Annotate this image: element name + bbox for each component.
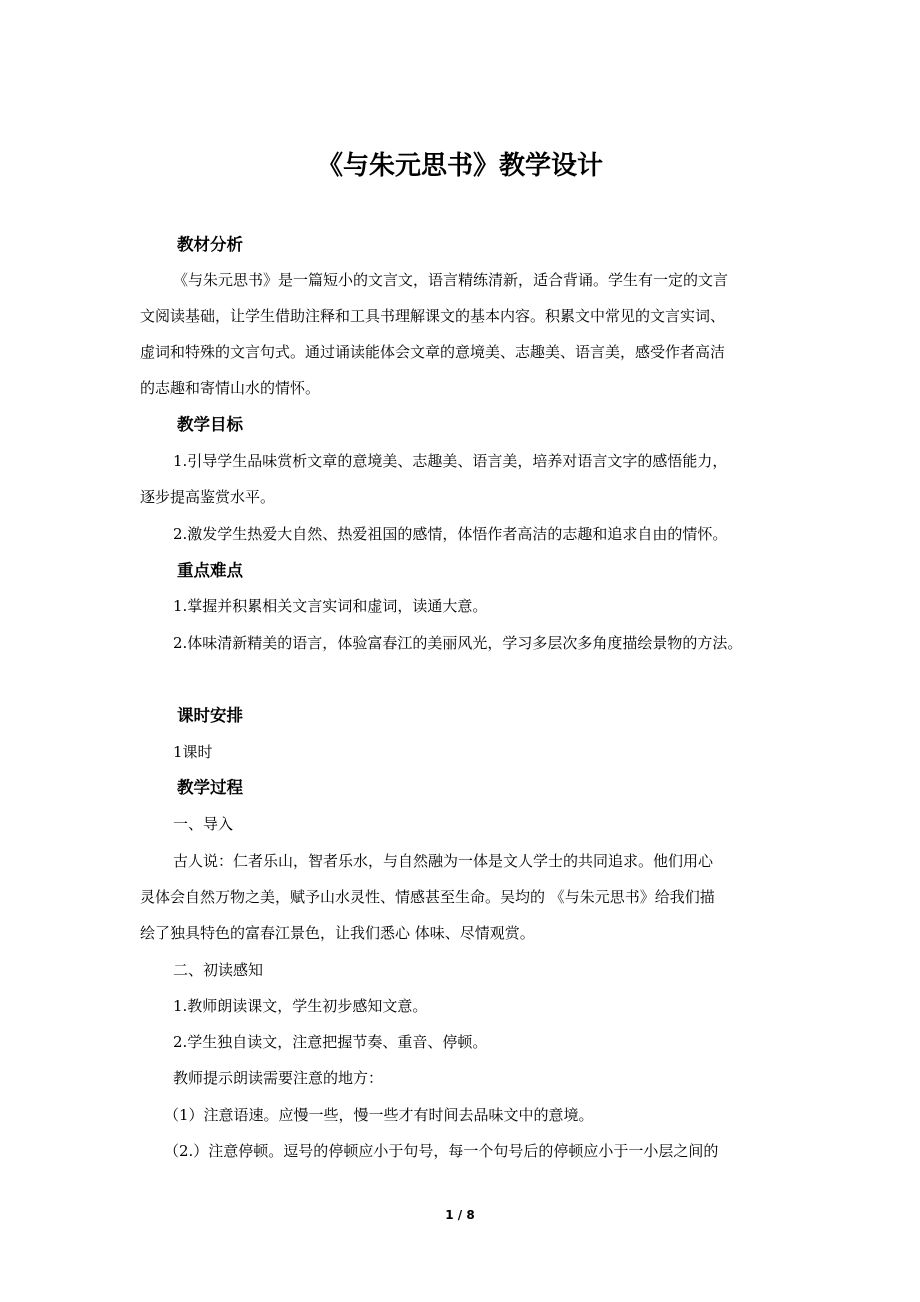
page-number: 1 / 8	[445, 1208, 475, 1222]
heading-process: 教学过程	[177, 778, 243, 797]
analysis-line-2: 文阅读基础，让学生借助注释和工具书理解课文的基本内容。积累文中常见的文言实词、	[140, 307, 726, 325]
process-line-6: 1.教师朗读课文，学生初步感知文意。	[173, 997, 428, 1015]
analysis-line-4: 的志趣和寄情山水的情怀。	[140, 379, 321, 397]
key-points-line-2: 2.体味清新精美的语言，体验富春江的美丽风光，学习多层次多角度描绘景物的方法。	[173, 634, 743, 652]
process-line-4: 绘了独具特色的富春江景色，让我们悉心 体味、尽情观赏。	[140, 924, 535, 942]
goals-line-3: 2.激发学生热爱大自然、热爱祖国的感情，体悟作者高洁的志趣和追求自由的情怀。	[173, 525, 728, 543]
process-line-3: 灵体会自然万物之美，赋予山水灵性、情感甚至生命。吴均的 《与朱元思书》给我们描	[140, 888, 715, 906]
heading-key-points: 重点难点	[177, 561, 243, 580]
process-line-1: 一、导入	[173, 815, 234, 833]
process-line-10: （2.）注意停顿。逗号的停顿应小于句号，每一个句号后的停顿应小于一小层之间的	[164, 1142, 719, 1160]
key-points-line-1: 1.掌握并积累相关文言实词和虚词，读通大意。	[173, 597, 488, 615]
goals-line-2: 逐步提高鉴赏水平。	[140, 488, 276, 506]
process-line-2: 古人说：仁者乐山，智者乐水，与自然融为一体是文人学士的共同追求。他们用心	[173, 852, 714, 870]
heading-analysis: 教材分析	[177, 235, 243, 254]
goals-line-1: 1.引导学生品味赏析文章的意境美、志趣美、语言美，培养对语言文字的感悟能力，	[173, 452, 728, 470]
analysis-line-3: 虚词和特殊的文言句式。通过诵读能体会文章的意境美、志趣美、语言美，感受作者高洁	[140, 343, 726, 361]
process-line-7: 2.学生独自读文，注意把握节奏、重音、停顿。	[173, 1033, 488, 1051]
heading-goals: 教学目标	[177, 415, 243, 434]
schedule-line-1: 1课时	[173, 743, 213, 761]
heading-schedule: 课时安排	[177, 706, 243, 725]
analysis-line-1: 《与朱元思书》是一篇短小的文言文，语言精练清新，适合背诵。学生有一定的文言	[173, 271, 729, 289]
process-line-5: 二、初读感知	[173, 961, 264, 979]
document-title: 《与朱元思书》教学设计	[316, 151, 603, 181]
process-line-8: 教师提示朗读需要注意的地方：	[173, 1069, 384, 1087]
process-line-9: （1）注意语速。应慢一些，慢一些才有时间去品味文中的意境。	[164, 1106, 594, 1124]
